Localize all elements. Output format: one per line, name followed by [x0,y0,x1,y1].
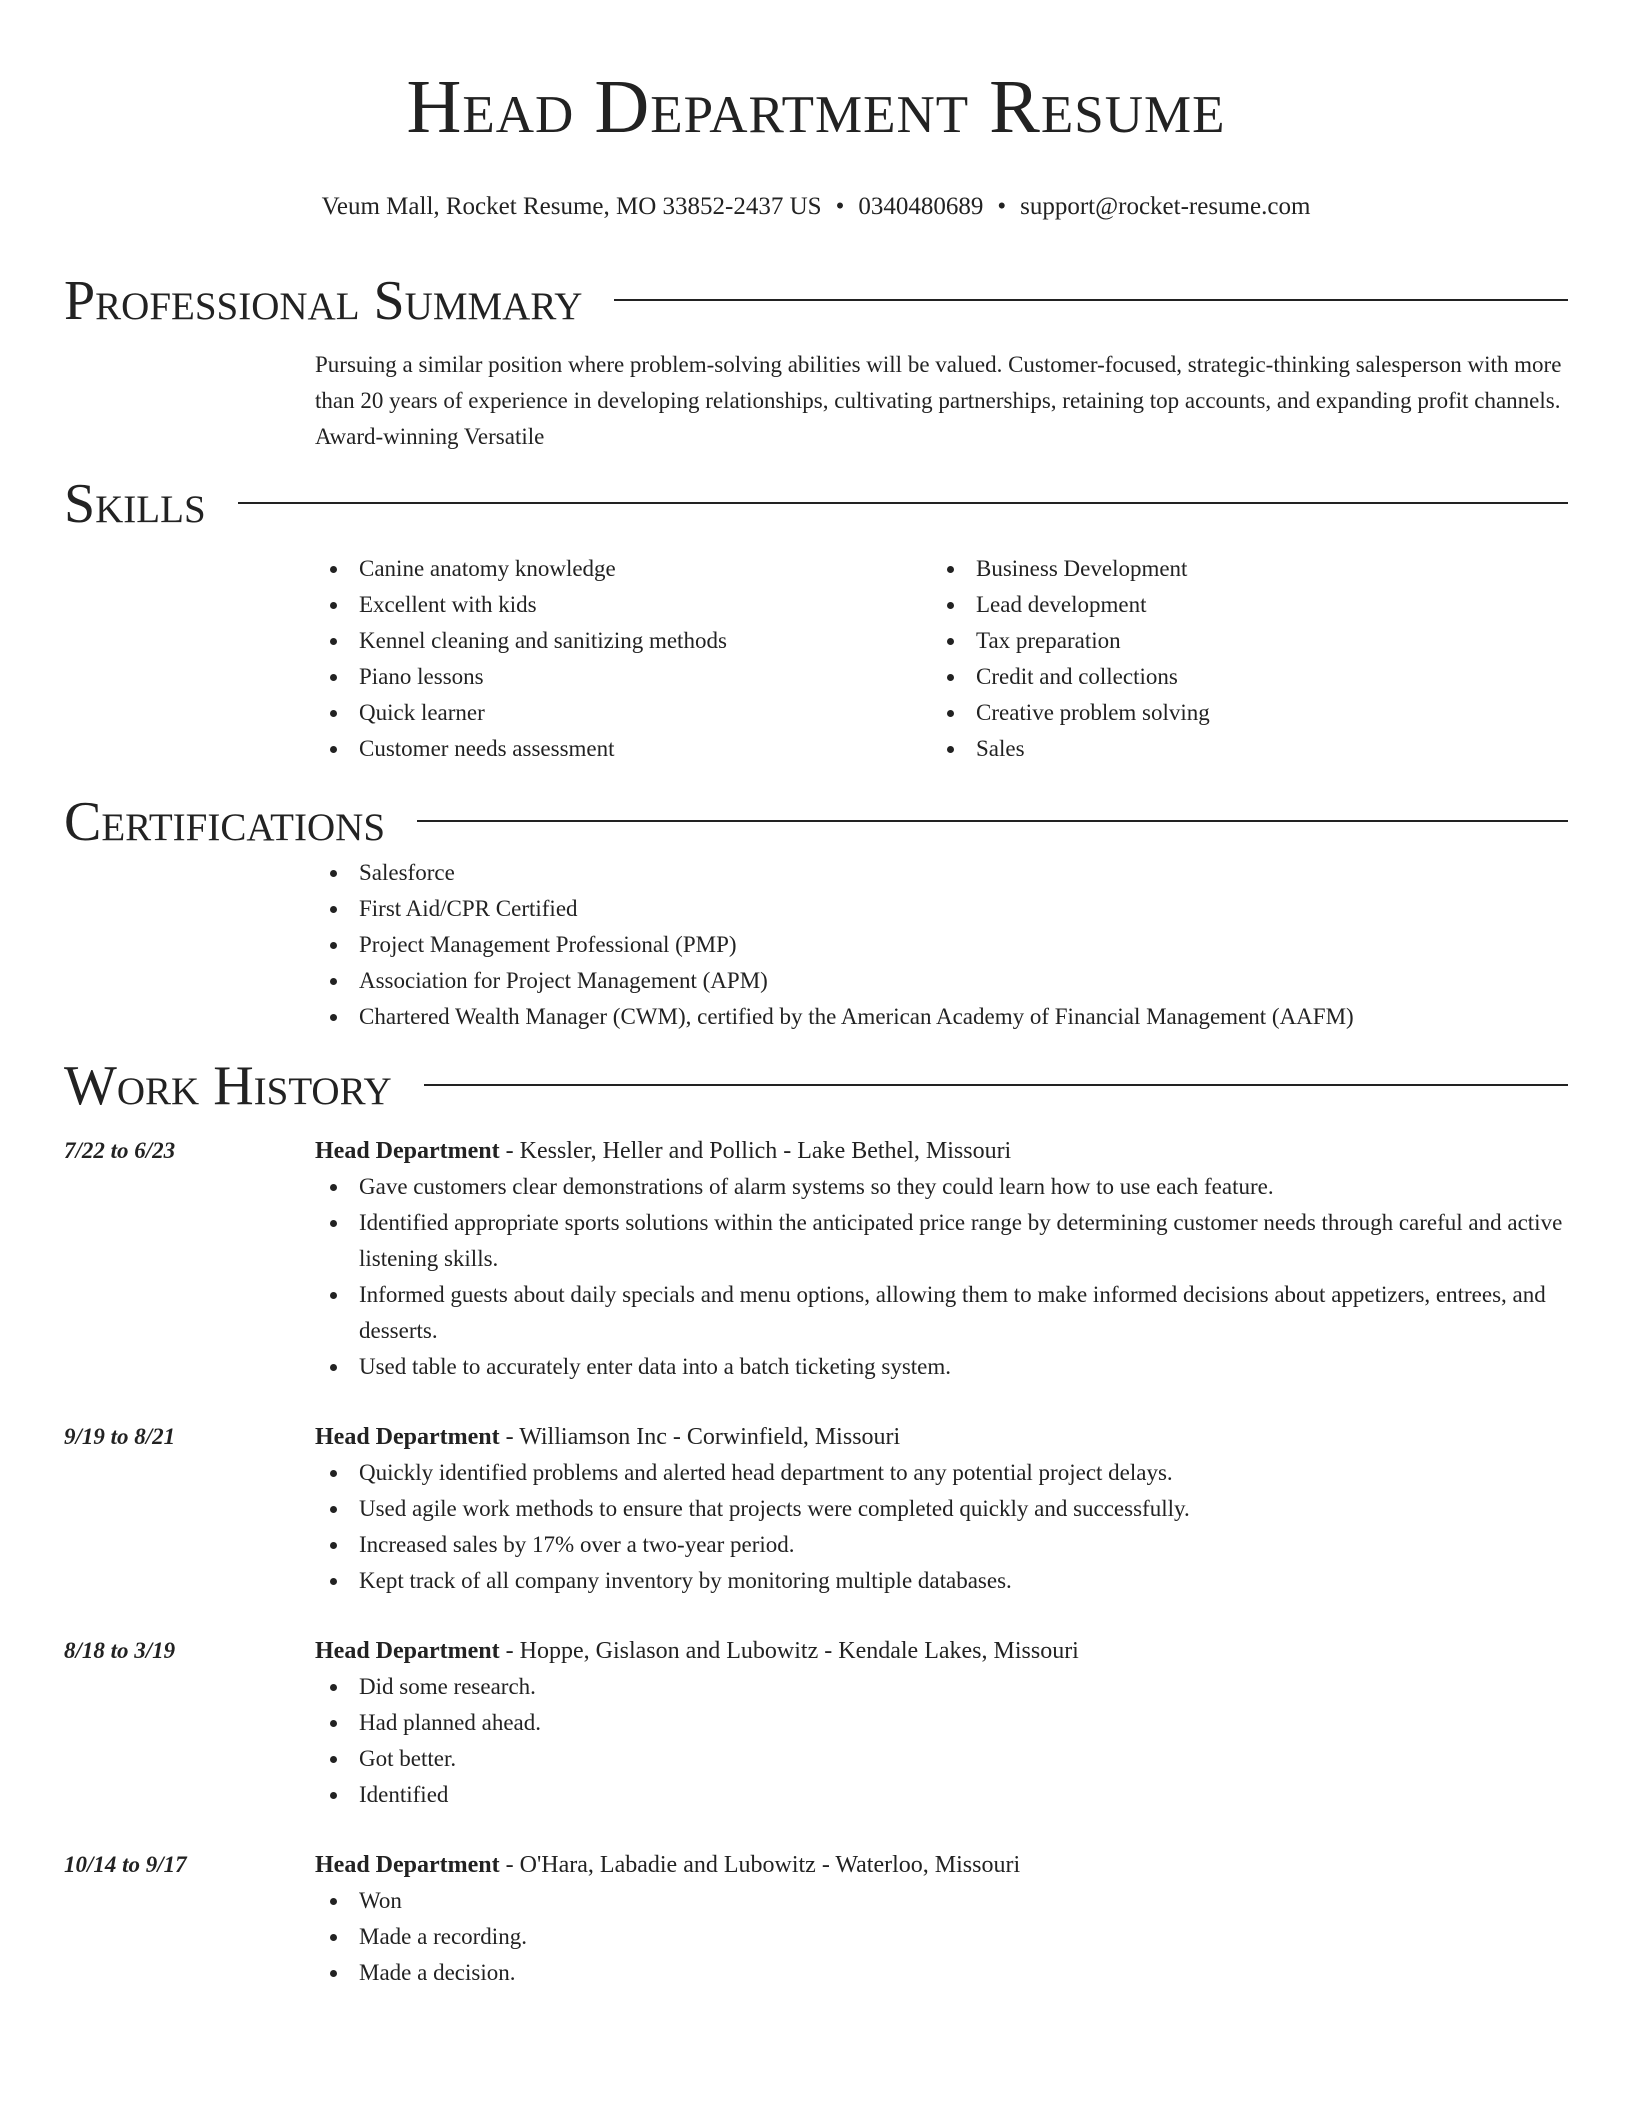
job-bullet: Used table to accurately enter data into a batch ticketing system. [315,1349,1568,1385]
job-bullet: Got better. [315,1741,1568,1777]
section-divider [614,299,1568,301]
certifications-list [315,855,1568,1035]
summary-text: Pursuing a similar position where problem-solving abilities will be valued. Customer-focused, strategic-thinking salesperson with more than 20 years of experience in developing relationships, cultivating partnerships, retaining top accounts, and expanding profit channels. Award-winning Versatile [315,352,1562,449]
contact-address: Veum Mall, Rocket Resume, MO 33852-2437 US [321,193,822,220]
skills-body [315,551,1568,767]
summary-section [64,268,1568,455]
skills-section [64,471,1568,767]
job-bullet: Made a recording. [315,1919,1568,1955]
contact-line [64,190,1568,224]
job-bullets [315,1455,1568,1599]
job-title: Head Department [315,1424,500,1450]
certifications-body [315,855,1568,1035]
skills-column-right [932,551,1549,767]
job-dates: 9/19 to 8/21 [64,1424,176,1449]
job-entry [64,1419,1568,1599]
job-dates: 7/22 to 6/23 [64,1138,176,1163]
summary-heading: Professional Summary [64,270,583,332]
job-title: Head Department [315,1138,500,1164]
skills-column-left [315,551,932,767]
certifications-header [64,789,1568,855]
job-bullet: Informed guests about daily specials and menu options, allowing them to make informed decisions about appetizers, entrees, and desserts. [315,1277,1568,1349]
job-bullet: Won [315,1883,1568,1919]
skill-item: Kennel cleaning and sanitizing methods [315,623,932,659]
job-dates: 8/18 to 3/19 [64,1638,176,1663]
job-bullets [315,1669,1568,1813]
job-bullet: Quickly identified problems and alerted head department to any potential project delays. [315,1455,1568,1491]
job-title: Head Department [315,1852,500,1878]
skills-header [64,471,1568,537]
skills-list-right [932,551,1549,767]
job-details [315,1847,1568,1991]
skill-item: Lead development [932,587,1549,623]
job-bullet: Used agile work methods to ensure that projects were completed quickly and successfully. [315,1491,1568,1527]
contact-email: support@rocket-resume.com [1020,193,1311,220]
section-divider [417,820,1568,822]
summary-body [315,347,1568,455]
job-heading [315,1633,1568,1669]
certification-item: First Aid/CPR Certified [315,891,1568,927]
certifications-heading: Certifications [64,791,386,853]
job-bullet: Increased sales by 17% over a two-year period. [315,1527,1568,1563]
skill-item: Excellent with kids [315,587,932,623]
work-history-header [64,1053,1568,1119]
skill-item: Sales [932,731,1549,767]
certification-item: Chartered Wealth Manager (CWM), certified by the American Academy of Financial Management (AAFM) [315,999,1568,1035]
job-heading [315,1847,1568,1883]
skill-item: Customer needs assessment [315,731,932,767]
job-bullet: Gave customers clear demonstrations of alarm systems so they could learn how to use each feature. [315,1169,1568,1205]
resume-title: Head Department Resume [406,65,1226,149]
certification-item: Salesforce [315,855,1568,891]
job-bullet: Did some research. [315,1669,1568,1705]
job-bullet: Had planned ahead. [315,1705,1568,1741]
skill-item: Tax preparation [932,623,1549,659]
skill-item: Canine anatomy knowledge [315,551,932,587]
skill-item: Creative problem solving [932,695,1549,731]
job-entry [64,1633,1568,1813]
job-bullet: Identified [315,1777,1568,1813]
job-employer-location: - O'Hara, Labadie and Lubowitz - Waterloo, Missouri [499,1852,1021,1878]
job-details [315,1419,1568,1599]
job-employer-location: - Kessler, Heller and Pollich - Lake Bethel, Missouri [499,1138,1012,1164]
contact-phone: 0340480689 [858,193,984,220]
job-details [315,1633,1568,1813]
certification-item: Project Management Professional (PMP) [315,927,1568,963]
job-details [315,1133,1568,1385]
section-divider [238,502,1568,504]
job-entry [64,1847,1568,1991]
work-history-section [64,1053,1568,1991]
contact-separator: • [997,193,1007,220]
work-history-heading: Work History [64,1055,392,1117]
job-bullets [315,1169,1568,1385]
job-bullet: Identified appropriate sports solutions within the anticipated price range by determining customer needs through careful and active listening skills. [315,1205,1568,1277]
job-employer-location: - Hoppe, Gislason and Lubowitz - Kendale Lakes, Missouri [499,1638,1079,1664]
job-entry [64,1133,1568,1385]
job-heading [315,1133,1568,1169]
section-divider [424,1084,1568,1086]
job-employer-location: - Williamson Inc - Corwinfield, Missouri [499,1424,901,1450]
summary-header [64,268,1568,334]
skills-heading: Skills [64,473,206,535]
certification-item: Association for Project Management (APM) [315,963,1568,999]
job-bullets [315,1883,1568,1991]
skills-list-left [315,551,932,767]
job-title: Head Department [315,1638,500,1664]
job-bullet: Made a decision. [315,1955,1568,1991]
job-bullet: Kept track of all company inventory by monitoring multiple databases. [315,1563,1568,1599]
certifications-section [64,789,1568,1035]
skill-item: Business Development [932,551,1549,587]
skill-item: Credit and collections [932,659,1549,695]
skills-grid [315,551,1568,767]
skill-item: Piano lessons [315,659,932,695]
contact-separator: • [835,193,845,220]
job-heading [315,1419,1568,1455]
skill-item: Quick learner [315,695,932,731]
job-dates: 10/14 to 9/17 [64,1852,187,1877]
